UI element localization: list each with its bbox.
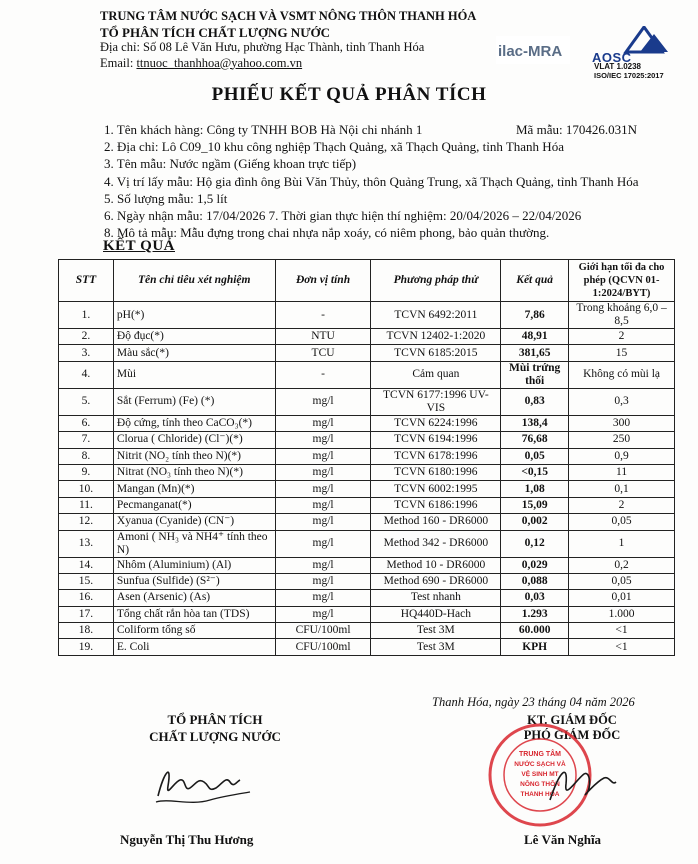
- row-unit: mg/l: [275, 448, 371, 464]
- table-row: [59, 514, 675, 530]
- row-method: TCVN 6492:2011: [371, 302, 501, 329]
- table-row: [59, 623, 675, 639]
- row-result: 0,83: [501, 388, 569, 415]
- info-location: 4. Vị trí lấy mẫu: Hộ gia đình ông Bùi Văn Thủy, thôn Quảng Trung, xã Thạch Quảng, tỉnh Thanh Hóa: [104, 173, 639, 189]
- row-stt: 7.: [59, 432, 114, 448]
- right-title-2: PHÓ GIÁM ĐỐC: [523, 728, 621, 742]
- row-unit: -: [275, 361, 371, 388]
- table-row: [59, 590, 675, 606]
- page-title: PHIẾU KẾT QUẢ PHÂN TÍCH: [211, 84, 487, 105]
- table-row: [59, 432, 675, 448]
- accreditation-logos: [496, 22, 688, 82]
- row-name: E. Coli: [113, 639, 275, 655]
- left-signer-name: Nguyễn Thị Thu Hương: [120, 832, 254, 847]
- row-result: 0,05: [501, 448, 569, 464]
- row-result: 76,68: [501, 432, 569, 448]
- row-stt: 3.: [59, 345, 114, 361]
- row-stt: 19.: [59, 639, 114, 655]
- row-unit: mg/l: [275, 388, 371, 415]
- row-method: TCVN 6194:1996: [371, 432, 501, 448]
- row-unit: TCU: [275, 345, 371, 361]
- org-email: [100, 56, 476, 72]
- row-name: Tổng chất rắn hòa tan (TDS): [113, 606, 275, 622]
- letterhead: [100, 9, 476, 71]
- row-name: Độ cứng, tính theo CaCO₃(*): [113, 415, 275, 431]
- col-method: Phương pháp thử: [371, 260, 501, 302]
- row-stt: 2.: [59, 329, 114, 345]
- email-label: Email:: [100, 55, 137, 70]
- row-result: 0,088: [501, 573, 569, 589]
- row-stt: 12.: [59, 514, 114, 530]
- info-description: 8. Mô tả mẫu: Mẫu đựng trong chai nhựa nắp xoáy, có niêm phong, bảo quản thường.: [104, 225, 550, 241]
- row-result: 48,91: [501, 329, 569, 345]
- sample-info: [104, 121, 664, 241]
- table-header-row: [59, 260, 675, 302]
- row-name: Nitrat (NO₃ tính theo N)(*): [113, 464, 275, 480]
- aosc-label: AOSC: [592, 50, 632, 65]
- table-row: [59, 448, 675, 464]
- table-row: [59, 481, 675, 497]
- row-method: Method 160 - DR6000: [371, 514, 501, 530]
- row-limit: 0,01: [569, 590, 675, 606]
- table-row: [59, 639, 675, 655]
- left-signature-block: [120, 711, 310, 745]
- right-signer-name: Lê Văn Nghĩa: [524, 832, 602, 847]
- row-method: Method 690 - DR6000: [371, 573, 501, 589]
- row-unit: mg/l: [275, 530, 371, 557]
- row-name: Coliform tổng số: [113, 623, 275, 639]
- director-signature-icon: [540, 760, 620, 810]
- sign-date: Thanh Hóa, ngày 23 tháng 04 năm 2026: [432, 695, 635, 709]
- row-name: Nhôm (Aluminium) (Al): [113, 557, 275, 573]
- sample-code: Mã mẫu: 170426.031N: [516, 122, 637, 137]
- row-limit: 250: [569, 432, 675, 448]
- row-unit: mg/l: [275, 415, 371, 431]
- table-row: [59, 606, 675, 622]
- row-result: KPH: [501, 639, 569, 655]
- row-limit: 0,1: [569, 481, 675, 497]
- info-sample-name: 3. Tên mẫu: Nước ngầm (Giếng khoan trực tiếp): [104, 156, 357, 172]
- row-name: Xyanua (Cyanide) (CN⁻): [113, 514, 275, 530]
- row-unit: mg/l: [275, 557, 371, 573]
- row-limit: 300: [569, 415, 675, 431]
- row-limit: 11: [569, 464, 675, 480]
- row-stt: 10.: [59, 481, 114, 497]
- left-title-1: TỔ PHÂN TÍCH: [167, 712, 263, 727]
- row-name: Amoni ( NH₃ và NH4⁺ tính theo N): [113, 530, 275, 557]
- table-row: [59, 329, 675, 345]
- ilac-mra-logo-icon: [496, 36, 570, 64]
- row-unit: mg/l: [275, 497, 371, 513]
- row-name: Asen (Arsenic) (As): [113, 590, 275, 606]
- table-row: [59, 464, 675, 480]
- row-name: Pecmanganat(*): [113, 497, 275, 513]
- row-stt: 6.: [59, 415, 114, 431]
- row-unit: mg/l: [275, 464, 371, 480]
- row-unit: CFU/100ml: [275, 623, 371, 639]
- info-quantity: 5. Số lượng mẫu: 1,5 lít: [104, 190, 228, 206]
- row-limit: Không có mùi lạ: [569, 361, 675, 388]
- row-stt: 18.: [59, 623, 114, 639]
- row-stt: 8.: [59, 448, 114, 464]
- row-result: Mùi trứng thối: [501, 361, 569, 388]
- row-result: 0,029: [501, 557, 569, 573]
- row-name: pH(*): [113, 302, 275, 329]
- row-unit: mg/l: [275, 590, 371, 606]
- row-limit: 0,3: [569, 388, 675, 415]
- org-name: TRUNG TÂM NƯỚC SẠCH VÀ VSMT NÔNG THÔN THANH HÓA: [100, 9, 477, 23]
- row-result: 1,08: [501, 481, 569, 497]
- row-result: <0,15: [501, 464, 569, 480]
- row-method: TCVN 6002:1995: [371, 481, 501, 497]
- table-row: [59, 345, 675, 361]
- row-limit: 1: [569, 530, 675, 557]
- row-stt: 4.: [59, 361, 114, 388]
- row-limit: <1: [569, 639, 675, 655]
- row-limit: 2: [569, 329, 675, 345]
- table-row: [59, 361, 675, 388]
- iso-standard: ISO/IEC 17025:2017: [594, 71, 664, 80]
- row-method: HQ440D-Hach: [371, 606, 501, 622]
- table-row: [59, 557, 675, 573]
- svg-text:VỆ SINH MT: VỆ SINH MT: [521, 771, 559, 778]
- row-method: Method 10 - DR6000: [371, 557, 501, 573]
- row-limit: 15: [569, 345, 675, 361]
- row-unit: mg/l: [275, 514, 371, 530]
- info-customer: 1. Tên khách hàng: Công ty TNHH BOB Hà Nội chi nhánh 1 Mã mẫu: 170426.031N: [104, 122, 637, 137]
- row-unit: -: [275, 302, 371, 329]
- handwritten-signature-icon: [150, 752, 260, 816]
- row-name: Sunfua (Sulfide) (S²⁻): [113, 573, 275, 589]
- row-result: 0,03: [501, 590, 569, 606]
- col-limit: Giới hạn tối đa cho phép (QCVN 01-1:2024/BYT): [569, 260, 675, 302]
- row-stt: 11.: [59, 497, 114, 513]
- svg-text:THANH HÓA: THANH HÓA: [520, 791, 560, 798]
- row-limit: 0,05: [569, 573, 675, 589]
- row-limit: <1: [569, 623, 675, 639]
- row-result: 381,65: [501, 345, 569, 361]
- table-row: [59, 573, 675, 589]
- row-unit: NTU: [275, 329, 371, 345]
- col-unit: Đơn vị tính: [275, 260, 371, 302]
- row-stt: 1.: [59, 302, 114, 329]
- row-name: Clorua ( Chloride) (Cl⁻)(*): [113, 432, 275, 448]
- row-method: Cảm quan: [371, 361, 501, 388]
- info-address: 2. Địa chỉ: Lô C09_10 khu công nghiệp Thạch Quảng, xã Thạch Quảng, tỉnh Thanh Hóa: [104, 139, 564, 155]
- info-dates: 6. Ngày nhận mẫu: 17/04/2026 7. Thời gian thực hiện thí nghiệm: 20/04/2026 – 22/04/2026: [104, 208, 582, 224]
- row-method: Test 3M: [371, 639, 501, 655]
- row-stt: 15.: [59, 573, 114, 589]
- row-stt: 17.: [59, 606, 114, 622]
- row-stt: 5.: [59, 388, 114, 415]
- table-row: [59, 497, 675, 513]
- row-method: TCVN 12402-1:2020: [371, 329, 501, 345]
- col-stt: STT: [59, 260, 114, 302]
- row-name: Nitrit (NO₂ tính theo N)(*): [113, 448, 275, 464]
- row-result: 0,002: [501, 514, 569, 530]
- svg-text:NƯỚC SẠCH VÀ: NƯỚC SẠCH VÀ: [514, 761, 566, 768]
- row-method: TCVN 6178:1996: [371, 448, 501, 464]
- row-unit: mg/l: [275, 432, 371, 448]
- row-stt: 14.: [59, 557, 114, 573]
- row-method: Test 3M: [371, 623, 501, 639]
- svg-text:TRUNG TÂM: TRUNG TÂM: [519, 751, 561, 758]
- aosc-logo: [592, 26, 688, 84]
- svg-text:ilac-MRA: ilac-MRA: [498, 43, 563, 60]
- row-stt: 16.: [59, 590, 114, 606]
- row-limit: 1.000: [569, 606, 675, 622]
- row-result: 7,86: [501, 302, 569, 329]
- row-name: Độ đục(*): [113, 329, 275, 345]
- row-result: 1.293: [501, 606, 569, 622]
- row-method: TCVN 6180:1996: [371, 464, 501, 480]
- row-name: Mùi: [113, 361, 275, 388]
- vilas-code: VLAT 1.0238: [594, 62, 641, 71]
- row-unit: CFU/100ml: [275, 639, 371, 655]
- left-title-2: CHẤT LƯỢNG NƯỚC: [149, 729, 281, 744]
- results-heading: KẾT QUẢ: [103, 238, 175, 254]
- table-row: [59, 530, 675, 557]
- row-method: TCVN 6185:2015: [371, 345, 501, 361]
- row-result: 138,4: [501, 415, 569, 431]
- table-row: [59, 302, 675, 329]
- col-name: Tên chỉ tiêu xét nghiệm: [113, 260, 275, 302]
- row-limit: 0,9: [569, 448, 675, 464]
- row-unit: mg/l: [275, 606, 371, 622]
- row-limit: Trong khoảng 6,0 – 8,5: [569, 302, 675, 329]
- email-value: ttnuoc_thanhhoa@yahoo.com.vn: [136, 55, 303, 70]
- row-unit: mg/l: [275, 481, 371, 497]
- row-method: TCVN 6177:1996 UV-VIS: [371, 388, 501, 415]
- row-name: Màu sắc(*): [113, 345, 275, 361]
- row-name: Sắt (Ferrum) (Fe) (*): [113, 388, 275, 415]
- table-row: [59, 388, 675, 415]
- row-name: Mangan (Mn)(*): [113, 481, 275, 497]
- row-unit: mg/l: [275, 573, 371, 589]
- col-result: Kết quả: [501, 260, 569, 302]
- row-result: 15,09: [501, 497, 569, 513]
- row-limit: 0,2: [569, 557, 675, 573]
- row-method: TCVN 6186:1996: [371, 497, 501, 513]
- table-row: [59, 415, 675, 431]
- row-method: TCVN 6224:1996: [371, 415, 501, 431]
- row-method: Method 342 - DR6000: [371, 530, 501, 557]
- row-method: Test nhanh: [371, 590, 501, 606]
- row-result: 0,12: [501, 530, 569, 557]
- row-limit: 0,05: [569, 514, 675, 530]
- row-stt: 9.: [59, 464, 114, 480]
- svg-text:NÔNG THÔN: NÔNG THÔN: [520, 781, 560, 788]
- org-address: Địa chỉ: Số 08 Lê Văn Hưu, phường Hạc Thành, tỉnh Thanh Hóa: [100, 40, 425, 54]
- dept-name: TỔ PHÂN TÍCH CHẤT LƯỢNG NƯỚC: [100, 24, 331, 40]
- row-stt: 13.: [59, 530, 114, 557]
- results-table: [58, 259, 675, 656]
- row-result: 60.000: [501, 623, 569, 639]
- row-limit: 2: [569, 497, 675, 513]
- right-title-1: KT. GIÁM ĐỐC: [527, 713, 617, 727]
